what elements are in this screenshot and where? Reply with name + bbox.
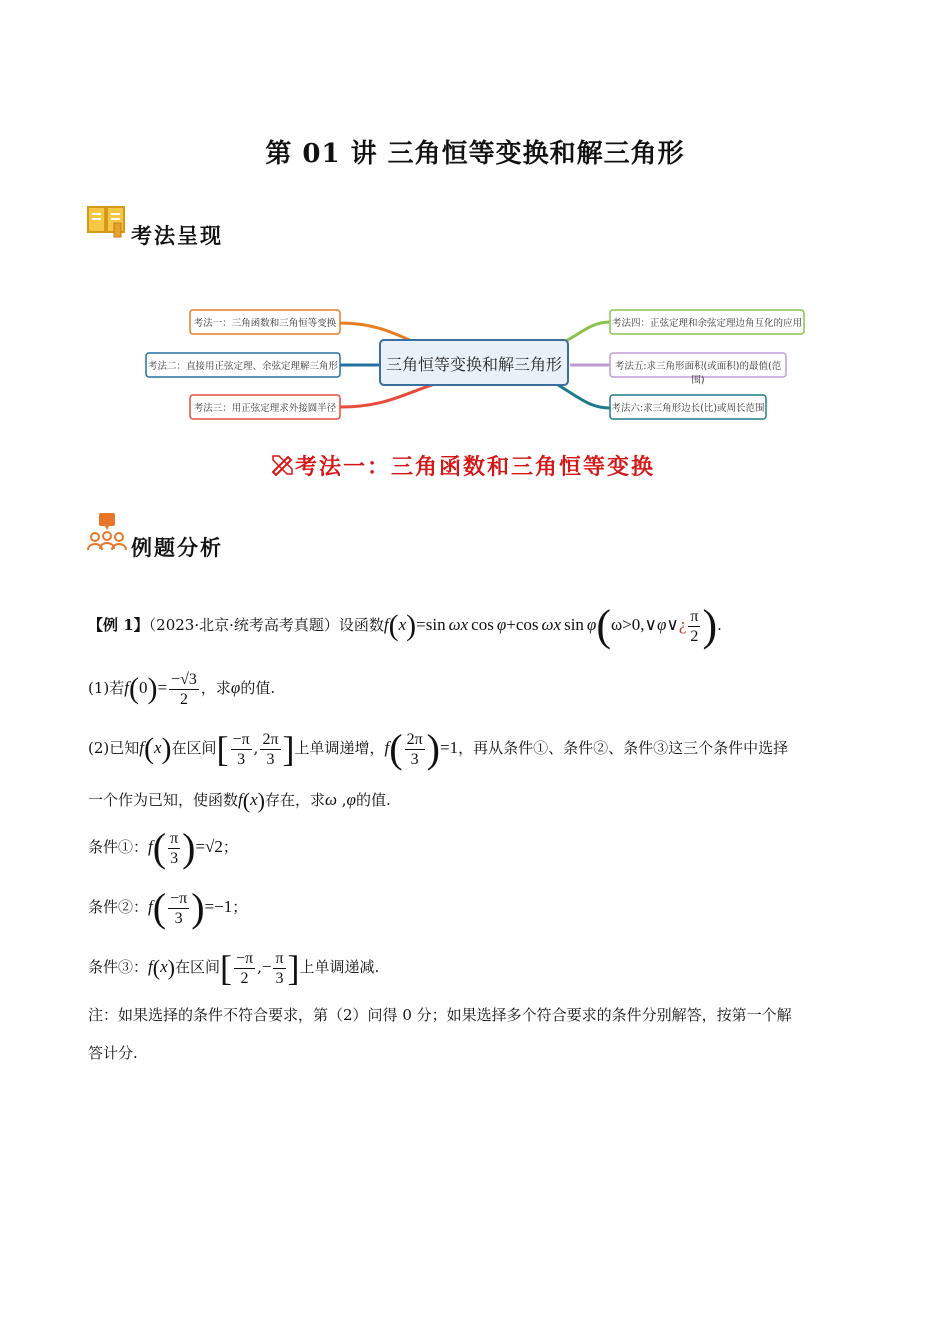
note-line-2: 答计分. — [88, 1044, 138, 1062]
mindmap-center: 三角恒等变换和解三角形 — [385, 355, 562, 374]
condition-2: 条件②：f( $\frac{-\pi}{3}$ )=−1； — [88, 885, 248, 930]
mindmap-node-left-3: 考法三：用正弦定理求外接圆半径 — [193, 403, 337, 414]
question-2: (2)已知f(x)在区间[ $\frac{-\pi}{3}$ , $\frac{2\pi}{3}$ ]上单调递增，f( $\frac{2\pi}{3}$ )=1，再从条件①、条件②、条件③这三个条件中选择 — [88, 726, 789, 771]
mindmap-node-right-3: 考法六:求三角形边长(比)或周长范围 — [611, 403, 765, 414]
mindmap-node-right-1: 考法四：正弦定理和余弦定理边角互化的应用 — [611, 318, 802, 329]
example-tag: 【例 1】 — [88, 616, 149, 634]
condition-1: 条件①：f( $\frac{\pi}{3}$ )=√2； — [88, 825, 238, 870]
section-heading-present: 考法呈现 — [131, 224, 223, 248]
example-statement: 【例 1】（2023·北京·统考高考真题）设函数f(x)=sin ωx cos φ+cos ωx sin φ(ω>0,∨φ∨¿ $\frac{\pi}{2}$ ). — [88, 601, 722, 650]
mindmap-node-left-1: 考法一：三角函数和三角恒等变换 — [193, 318, 337, 329]
section-heading-examples: 例题分析 — [131, 536, 223, 560]
discussion-group-icon — [86, 512, 128, 552]
mind-map — [140, 300, 810, 430]
book-icon — [86, 203, 128, 239]
question-2-continued: 一个作为已知，使函数f(x)存在，求ω ,φ的值. — [88, 788, 391, 813]
page-title: 第 01 讲 三角恒等变换和解三角形 — [265, 139, 685, 169]
method-title: 考法一：三角函数和三角恒等变换 — [294, 455, 655, 480]
mindmap-node-right-2: 考法五:求三角形面积(或面积)的最值(范围) — [614, 361, 782, 386]
note-line-1: 注：如果选择的条件不符合要求，第（2）问得 0 分；如果选择多个符合要求的条件分别解答，按第一个解 — [88, 1006, 792, 1024]
condition-3: 条件③：f(x)在区间[ $\frac{-\pi}{2}$ ,− $\frac{\pi}{3}$ ]上单调递减. — [88, 948, 380, 988]
mindmap-node-left-2: 考法二：直接用正弦定理、余弦定理解三角形 — [147, 361, 338, 372]
question-1: (1)若f(0)= $\frac{-√3}{2}$ ，求φ的值. — [88, 670, 276, 708]
